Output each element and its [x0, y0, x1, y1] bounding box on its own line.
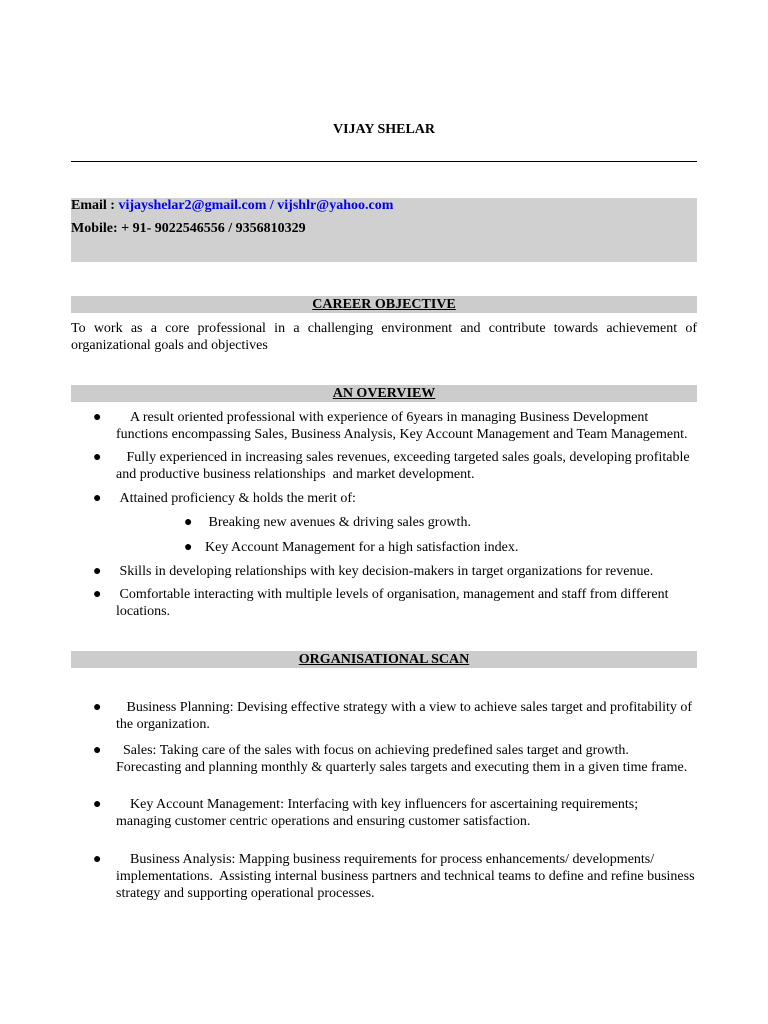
email-separator: /: [266, 198, 278, 213]
overview-item-text: Fully experienced in increasing sales revenues, exceeding targeted sales goals, developing profitable and productive business relationships and market development.: [116, 450, 694, 482]
bullet-icon: ●: [93, 450, 102, 465]
career-objective-heading: CAREER OBJECTIVE: [71, 296, 697, 313]
overview-sub-item-text: Breaking new avenues & driving sales growth.: [205, 515, 471, 530]
bullet-icon: ●: [93, 587, 102, 602]
overview-item-text: Skills in developing relationships with key decision-makers in target organizations for revenue.: [116, 564, 654, 579]
email-label: Email :: [71, 198, 119, 213]
overview-item-text: Comfortable interacting with multiple levels of organisation, management and staff from different locations.: [116, 587, 672, 619]
bullet-icon: ●: [93, 564, 102, 579]
scan-item-text: Business Planning: Devising effective strategy with a view to achieve sales target and profitability of the organization.: [116, 700, 696, 732]
scan-item-text: Sales: Taking care of the sales with focus on achieving predefined sales target and growth. Forecasting and planning monthly & quarterly sales targets and executing them in a given time frame.: [116, 743, 688, 775]
bullet-icon: ●: [93, 797, 102, 812]
overview-sub-item-text: Key Account Management for a high satisfaction index.: [205, 540, 519, 555]
career-objective-text: To work as a core professional in a challenging environment and contribute towards achievement of organizational goals and objectives: [71, 321, 697, 353]
bullet-icon: ●: [93, 700, 102, 715]
bullet-icon: ●: [184, 540, 193, 555]
organisational-scan-heading: ORGANISATIONAL SCAN: [71, 651, 697, 668]
overview-item-text: A result oriented professional with experience of 6years in managing Business Development functions encompassing Sales, Business Analysis, Key Account Management and Team Management.: [116, 410, 688, 442]
candidate-name: VIJAY SHELAR: [332, 122, 436, 137]
mobile-line: Mobile: + 91- 9022546556 / 9356810329: [71, 221, 306, 236]
email-line: [71, 198, 393, 214]
contact-block: [71, 198, 697, 262]
bullet-icon: ●: [93, 491, 102, 506]
bullet-icon: ●: [184, 515, 193, 530]
bullet-icon: ●: [93, 410, 102, 425]
primary-email-link[interactable]: vijayshelar2@gmail.com: [118, 198, 267, 213]
header-divider: [71, 161, 697, 162]
bullet-icon: ●: [93, 852, 102, 867]
secondary-email: vijshlr@yahoo.com: [277, 198, 394, 213]
overview-item-text: Attained proficiency & holds the merit of:: [116, 491, 356, 506]
scan-item-text: Key Account Management: Interfacing with key influencers for ascertaining requirements; managing customer centric operations and ensuring customer satisfaction.: [116, 797, 642, 829]
scan-item-text: Business Analysis: Mapping business requirements for process enhancements/ developments/ implementations. Assisting internal business partners and technical teams to define and refine business strategy and supporting operational processes.: [116, 852, 699, 901]
bullet-icon: ●: [93, 743, 102, 758]
overview-heading: AN OVERVIEW: [71, 385, 697, 402]
